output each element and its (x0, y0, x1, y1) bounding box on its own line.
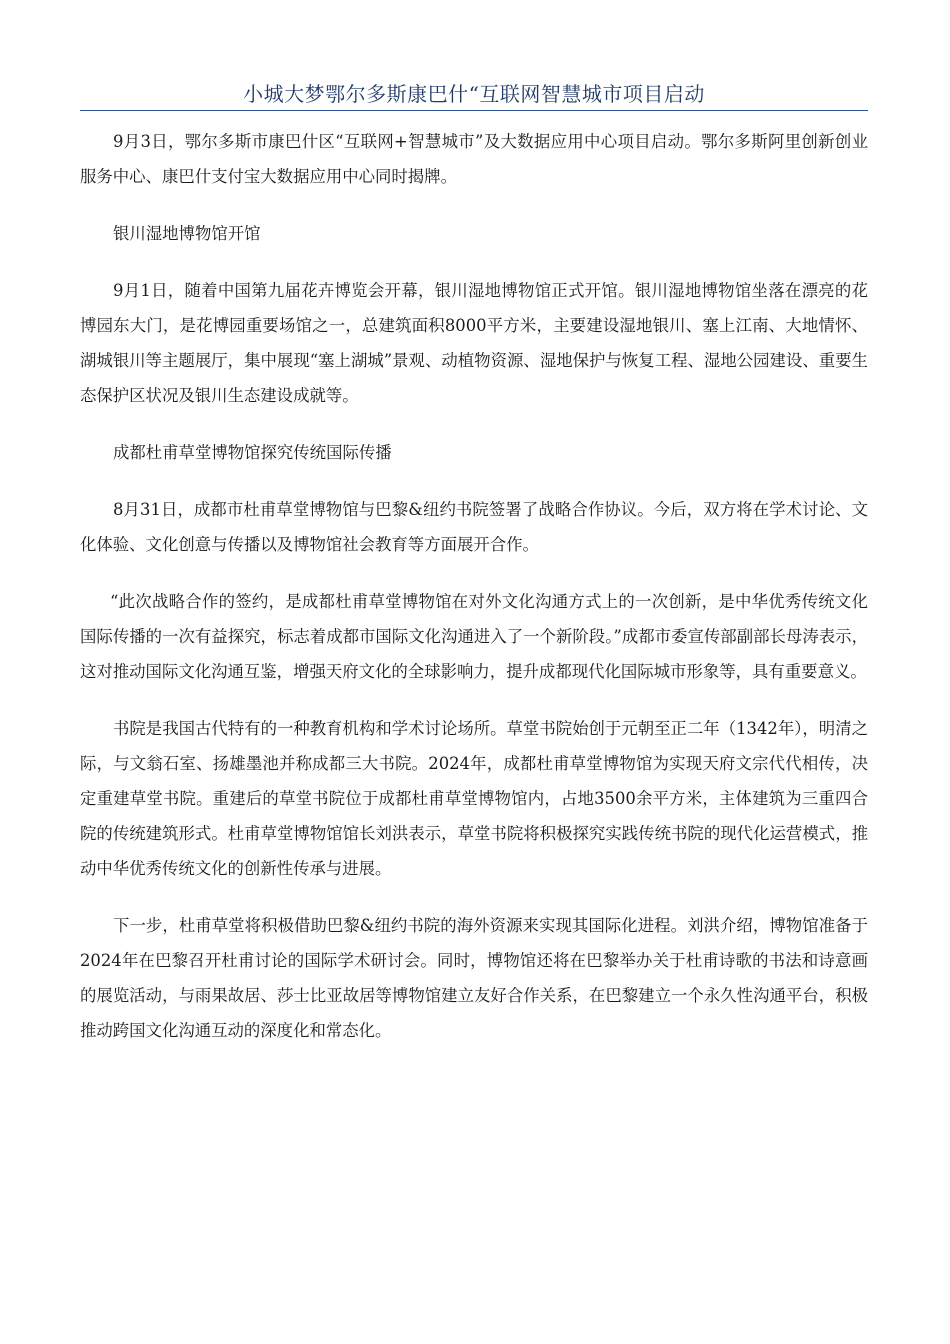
page-header (80, 78, 868, 111)
header-title: 小城大梦鄂尔多斯康巴什“互联网智慧城市项目启动 (243, 82, 705, 106)
paragraph-academy: 书院是我国古代特有的一种教育机构和学术讨论场所。草堂书院始创于元朝至正二年（1342年），明清之际，与文翁石室、扬雄墨池并称成都三大书院。2024年，成都杜甫草堂博物馆为实现天府文宗代代相传，决定重建草堂书院。重建后的草堂书院位于成都杜甫草堂博物馆内，占地3500余平方米，主体建筑为三重四合院的传统建筑形式。杜甫草堂博物馆馆长刘洪表示，草堂书院将积极探究实践传统书院的现代化运营模式，推动中华优秀传统文化的创新性传承与进展。 (80, 719, 868, 878)
paragraph-kangbashi: 9月3日，鄂尔多斯市康巴什区“互联网+智慧城市”及大数据应用中心项目启动。鄂尔多斯阿里创新创业服务中心、康巴什支付宝大数据应用中心同时揭牌。 (80, 132, 868, 186)
document-body (80, 124, 868, 1070)
subheading-yinchuan-museum: 银川湿地博物馆开馆 (113, 224, 261, 243)
paragraph-quote: “此次战略合作的签约，是成都杜甫草堂博物馆在对外文化沟通方式上的一次创新，是中华优秀传统文化国际传播的一次有益探究，标志着成都市国际文化沟通进入了一个新阶段。”成都市委宣传部副部长母涛表示，这对推动国际文化沟通互鉴，增强天府文化的全球影响力，提升成都现代化国际城市形象等，具有重要意义。 (80, 592, 868, 681)
paragraph-agreement: 8月31日，成都市杜甫草堂博物馆与巴黎&纽约书院签署了战略合作协议。今后，双方将在学术讨论、文化体验、文化创意与传播以及博物馆社会教育等方面展开合作。 (80, 500, 868, 554)
subheading-dufu-caotang: 成都杜甫草堂博物馆探究传统国际传播 (113, 443, 392, 462)
paragraph-next-steps: 下一步，杜甫草堂将积极借助巴黎&纽约书院的海外资源来实现其国际化进程。刘洪介绍，博物馆准备于2024年在巴黎召开杜甫讨论的国际学术研讨会。同时，博物馆还将在巴黎举办关于杜甫诗歌的书法和诗意画的展览活动，与雨果故居、莎士比亚故居等博物馆建立友好合作关系，在巴黎建立一个永久性沟通平台，积极推动跨国文化沟通互动的深度化和常态化。 (80, 916, 868, 1040)
paragraph-yinchuan: 9月1日，随着中国第九届花卉博览会开幕，银川湿地博物馆正式开馆。银川湿地博物馆坐落在漂亮的花博园东大门，是花博园重要场馆之一，总建筑面积8000平方米，主要建设湿地银川、塞上江南、大地情怀、湖城银川等主题展厅，集中展现“塞上湖城”景观、动植物资源、湿地保护与恢复工程、湿地公园建设、重要生态保护区状况及银川生态建设成就等。 (80, 281, 868, 405)
